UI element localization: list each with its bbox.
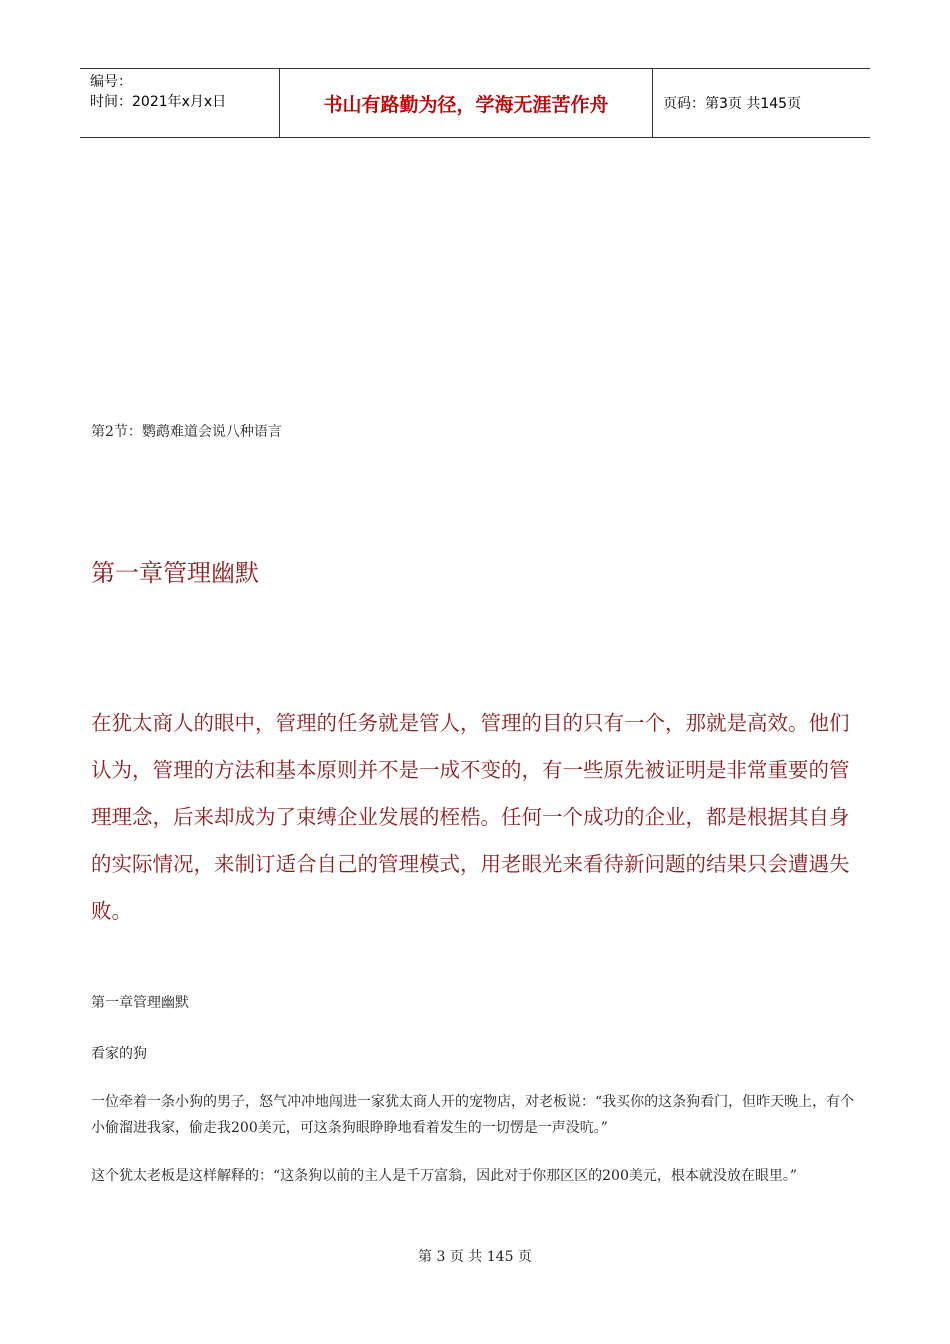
header-page-info: 页码：第3页 共145页 — [663, 96, 802, 112]
header-meta-cell — [80, 69, 280, 137]
footer-page-number: 第 3 页 共 145 页 — [418, 1249, 532, 1265]
body-paragraph: 这个犹太老板是这样解释的：“这条狗以前的主人是千万富翁，因此对于你那区区的200美元，根本就没放在眼里。” — [91, 1168, 798, 1184]
section-title: 第2节：鹦鹉难道会说八种语言 — [91, 424, 282, 440]
intro-paragraph: 在犹太商人的眼中，管理的任务就是管人，管理的目的只有一个，那就是高效。他们认为，管理的方法和基本原则并不是一成不变的，有一些原先被证明是非常重要的管理理念，后来却成为了束缚企业发展的桎梏。任何一个成功的企业，都是根据其自身的实际情况，来制订适合自己的管理模式，用老眼光来看待新问题的结果只会遭遇失败。 — [91, 711, 850, 923]
story-title: 看家的狗 — [91, 1046, 147, 1062]
serial-label: 编号： — [90, 74, 132, 90]
chapter-heading: 第一章管理幽默 — [91, 559, 259, 587]
date-label: 时间：2021年x月x日 — [90, 94, 227, 110]
body-paragraph: 一位牵着一条小狗的男子，怒气冲冲地闯进一家犹太商人开的宠物店，对老板说：“我买你的这条狗看门，但昨天晚上，有个小偷溜进我家，偷走我200美元，可这条狗眼睁睁地看着发生的一切愣是一声没吭。” — [91, 1094, 855, 1136]
page-header — [80, 68, 870, 138]
chapter-subheading: 第一章管理幽默 — [91, 995, 189, 1011]
header-motto: 书山有路勤为径，学海无涯苦作舟 — [280, 69, 653, 137]
